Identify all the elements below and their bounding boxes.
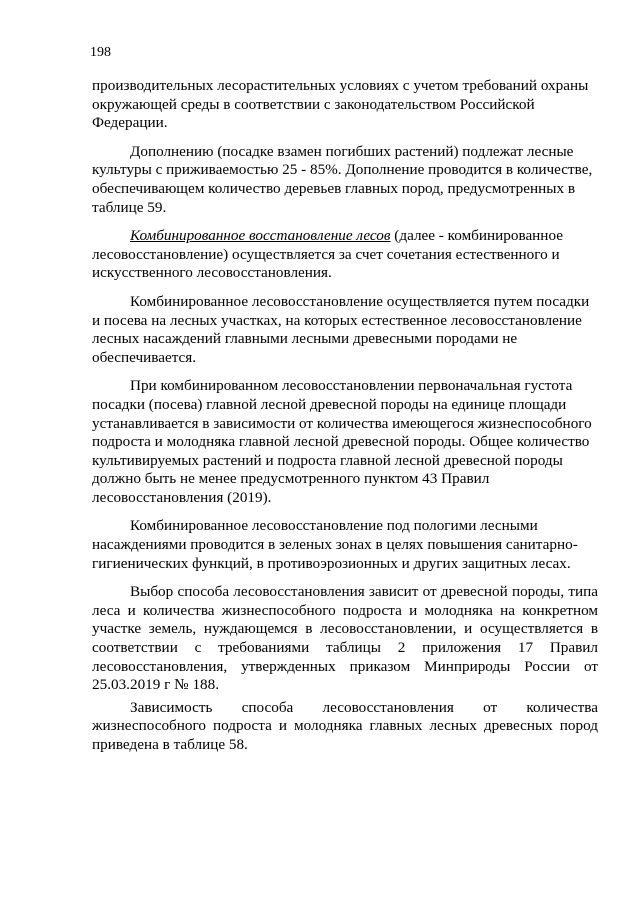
paragraph-text: Комбинированное лесовосстановление осуществляется путем посадки и посева на лесных участках, на которых естественное лесовосстановление лесных насаждений главными лесными древесными породами не обеспечивается. <box>92 292 590 366</box>
paragraph-continuation <box>92 77 598 133</box>
paragraph-green-zones <box>92 517 598 573</box>
paragraph-text: производительных лесорастительных условиях с учетом требований охраны окружающей среды в соответствии с законодательством Российской Федерации. <box>92 77 589 132</box>
paragraph-text: Выбор способа лесовосстановления зависит от древесной породы, типа леса и количества жизнеспособного подроста и молодняка на конкретном участке земель, нуждающемся в лесовосстановлении, и осуществляется в соответствии с требованиями таблицы 2 приложения 17 Правил лесовосстановления, утвержденных приказом Минприроды России от 25.03.2019 г № 188. <box>92 583 598 694</box>
paragraph-combined-restoration-method <box>92 293 598 367</box>
paragraph-supplementary-planting <box>92 143 598 217</box>
paragraph-planting-density <box>92 377 598 507</box>
paragraph-text: Зависимость способа лесовосстановления от количества жизнеспособного подроста и молодняка главных лесных древесных пород приведена в таблице 58. <box>92 698 598 753</box>
paragraph-text: Дополнению (посадке взамен погибших растений) подлежат лесные культуры с приживаемостью 25 - 85%. Дополнение проводится в количестве, обеспечивающем количество деревьев главных пород, предусмотренных в таблице 59. <box>92 142 593 216</box>
paragraph-combined-restoration-definition <box>92 227 598 283</box>
page-body <box>92 77 598 759</box>
paragraph-text: Комбинированное лесовосстановление под пологими лесными насаждениями проводится в зеленых зонах в целях повышения санитарно-гигиенических функций, в противоэрозионных и других защитных лесах. <box>92 517 578 572</box>
page-number: 198 <box>90 45 111 60</box>
paragraph-text: (далее - комбинированное лесовосстановление) осуществляется за счет сочетания естественного и искусственного лесовосстановления. <box>92 227 563 282</box>
paragraph-text: При комбинированном лесовосстановлении первоначальная густота посадки (посева) главной лесной древесной породы на единице площади устанавливается в зависимости от количества имеющегося жизнеспособного подроста и молодняка главной лесной древесной породы. Общее количество культивируемых растений и подроста главной лесной древесной породы должно быть не менее предусмотренного пунктом 43 Правил лесовосстановления (2019). <box>92 377 592 506</box>
paragraph-method-selection <box>92 583 598 695</box>
defined-term: Комбинированное восстановление лесов <box>130 227 391 245</box>
paragraph-table-reference <box>92 699 598 755</box>
